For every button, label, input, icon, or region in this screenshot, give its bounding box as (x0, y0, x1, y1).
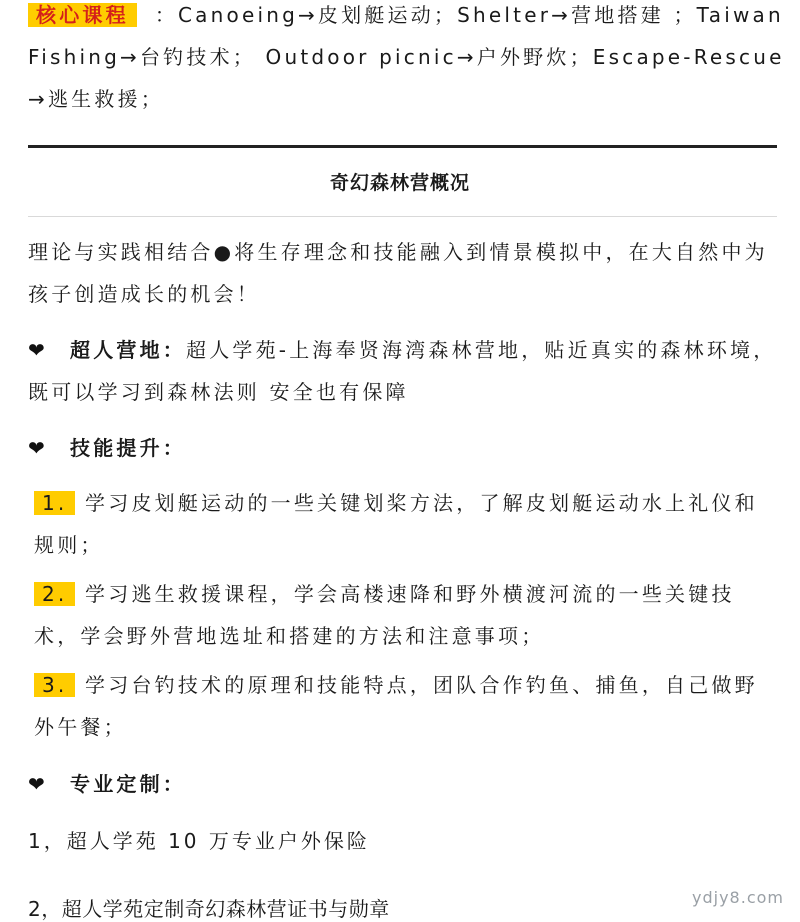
custom-heading (28, 763, 778, 805)
section-title: 奇幻森林营概况 (329, 172, 470, 194)
core-courses-paragraph (28, 0, 785, 120)
skill-item-text: 学习逃生救援课程，学会高楼速降和野外横渡河流的一些关键技术，学会野外营地选址和搭建的方法和注意事项； (34, 582, 735, 648)
skill-item-number: 2. (34, 582, 75, 606)
skill-item-number: 3. (34, 673, 75, 697)
skill-item (28, 664, 778, 748)
heart-icon: ❤ (28, 436, 48, 460)
heart-icon: ❤ (28, 772, 48, 796)
thin-divider (28, 216, 777, 217)
skill-item-number: 1. (34, 491, 75, 515)
custom-item-1: 1，超人学苑 10 万专业户外保险 (28, 829, 370, 853)
skills-label: 技能提升： (70, 436, 186, 460)
core-courses-label: 核心课程 (28, 3, 137, 27)
intro-paragraph: 理论与实践相结合●将生存理念和技能融入到情景模拟中，在大自然中为孩子创造成长的机会！ (28, 240, 768, 306)
skill-item (28, 482, 778, 566)
custom-item-2: 2，超人学苑定制奇幻森林营证书与勋章 (28, 897, 390, 921)
skill-item (28, 573, 778, 657)
heart-icon: ❤ (28, 338, 48, 362)
skill-item-text: 学习皮划艇运动的一些关键划桨方法，了解皮划艇运动水上礼仪和规则； (34, 491, 758, 557)
watermark: ydjy8.com (692, 888, 784, 907)
core-courses-text-1: ：Canoeing→皮划艇运动；Shelter→营地搭建 ；Taiwan (154, 3, 784, 27)
camp-label: 超人营地： (70, 338, 186, 362)
core-courses-line-2: Fishing→台钓技术； Outdoor picnic→户外野炊；Escape-Rescue (28, 45, 785, 69)
custom-label: 专业定制： (70, 772, 186, 796)
camp-text: 超人学苑-上海奉贤海湾森林营地，贴近真实的森林环境，既可以学习到森林法则 安全也有保障 (28, 338, 777, 404)
core-courses-line-1 (28, 0, 784, 36)
core-courses-line-3: →逃生救援； (28, 87, 164, 111)
camp-paragraph (28, 329, 778, 413)
skills-heading (28, 427, 778, 469)
skill-item-text: 学习台钓技术的原理和技能特点，团队合作钓鱼、捕鱼，自己做野外午餐； (34, 673, 758, 739)
thick-divider (28, 145, 777, 148)
